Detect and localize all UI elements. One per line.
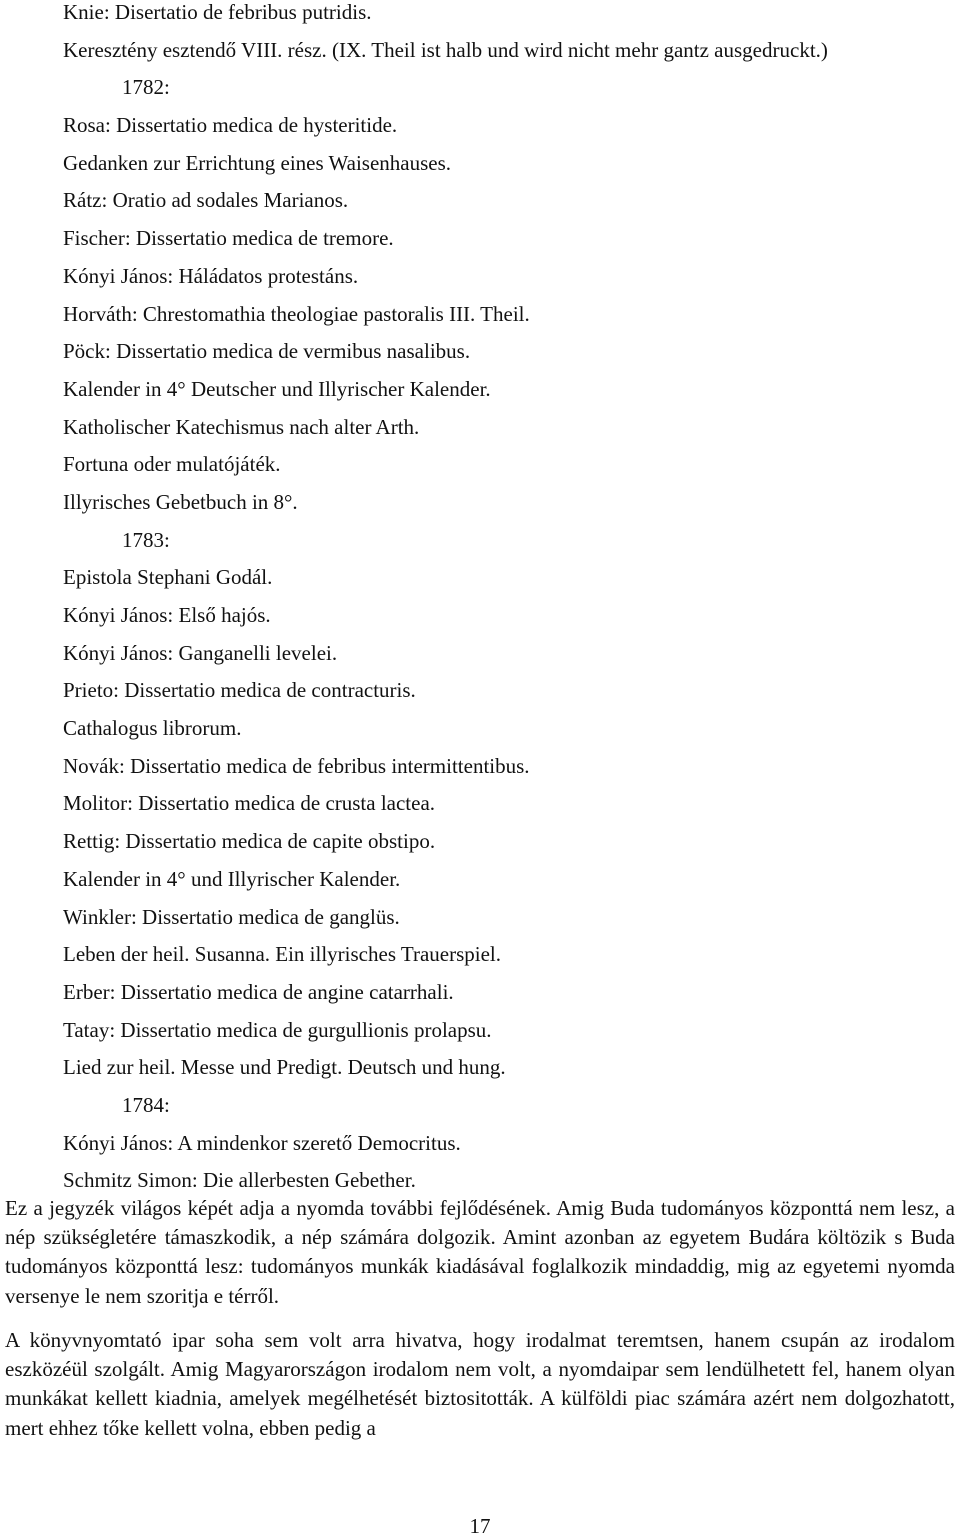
list-item: Schmitz Simon: Die allerbesten Gebether. (63, 1168, 416, 1193)
list-item: Kalender in 4° Deutscher und Illyrischer Kalender. (63, 376, 491, 401)
list-item: Pöck: Dissertatio medica de vermibus nasalibus. (63, 339, 471, 364)
list-item: Novák: Dissertatio medica de febribus intermittentibus. (63, 753, 530, 778)
list-item: Fischer: Dissertatio medica de tremore. (63, 226, 394, 251)
list-item: Epistola Stephani Godál. (63, 565, 273, 590)
list-item: Illyrisches Gebetbuch in 8°. (63, 489, 298, 514)
year-heading: 1783: (122, 527, 170, 552)
list-item: Rosa: Dissertatio medica de hysteritide. (63, 113, 398, 138)
year-heading: 1784: (122, 1092, 170, 1117)
list-item: Cathalogus librorum. (63, 716, 242, 741)
list-item: Horváth: Chrestomathia theologiae pastoralis III. Theil. (63, 301, 530, 326)
body-paragraph: Ez a jegyzék világos képét adja a nyomda további fejlődésének. Amig Buda tudományos központtá nem lesz, a nép szükségletére támaszkodik, a nép számára dolgozik. Amint azonban az egyetem Budára költözik s Buda tudományos központtá lesz: tudományos munkák kiadásával foglalkozik mindaddig, mig az egyetemi nyomda versenye le nem szoritja e térről. (5, 1196, 955, 1308)
list-item: Lied zur heil. Messe und Predigt. Deutsch und hung. (63, 1055, 506, 1080)
year-heading: 1782: (122, 75, 170, 100)
list-item: Rettig: Dissertatio medica de capite obstipo. (63, 829, 436, 854)
body-paragraph: A könyvnyomtató ipar soha sem volt arra hivatva, hogy irodalmat teremtsen, hanem csupán az irodalom eszközéül szolgált. Amig Magyarországon irodalom nem volt, a nyomdaipar sem lendülhetett fel, hanem olyan munkákat kellett kiadnia, amelyek megélhetését biztositották. A külföldi piac számára azért nem dolgozhatott, mert ehhez tőke kellett volna, ebben pedig a (5, 1328, 955, 1440)
list-item: Prieto: Dissertatio medica de contracturis. (63, 678, 416, 703)
list-item: Tatay: Dissertatio medica de gurgullionis prolapsu. (63, 1017, 492, 1042)
list-item: Keresztény esztendő VIII. rész. (IX. Theil ist halb und wird nicht mehr gantz ausgedruckt.) (63, 37, 828, 62)
list-item: Erber: Dissertatio medica de angine catarrhali. (63, 979, 454, 1004)
page-number: 17 (469, 1514, 491, 1538)
list-item: Gedanken zur Errichtung eines Waisenhauses. (63, 150, 452, 175)
list-item: Kalender in 4° und Illyrischer Kalender. (63, 866, 401, 891)
list-item: Kónyi János: Háládatos protestáns. (63, 263, 359, 288)
list-item: Knie: Disertatio de febribus putridis. (63, 0, 372, 24)
list-item: Winkler: Dissertatio medica de ganglüs. (63, 904, 400, 929)
list-item: Kónyi János: Első hajós. (63, 603, 271, 627)
list-item: Molitor: Dissertatio medica de crusta lactea. (63, 791, 436, 816)
list-item: Leben der heil. Susanna. Ein illyrisches Trauerspiel. (63, 942, 501, 967)
list-item: Kónyi János: A mindenkor szerető Democritus. (63, 1130, 461, 1155)
list-item: Kónyi János: Ganganelli levelei. (63, 640, 338, 665)
list-item: Katholischer Katechismus nach alter Arth. (63, 414, 420, 439)
list-item: Rátz: Oratio ad sodales Marianos. (63, 188, 349, 213)
list-item: Fortuna oder mulatójáték. (63, 452, 281, 477)
publication-list (63, 0, 943, 1204)
